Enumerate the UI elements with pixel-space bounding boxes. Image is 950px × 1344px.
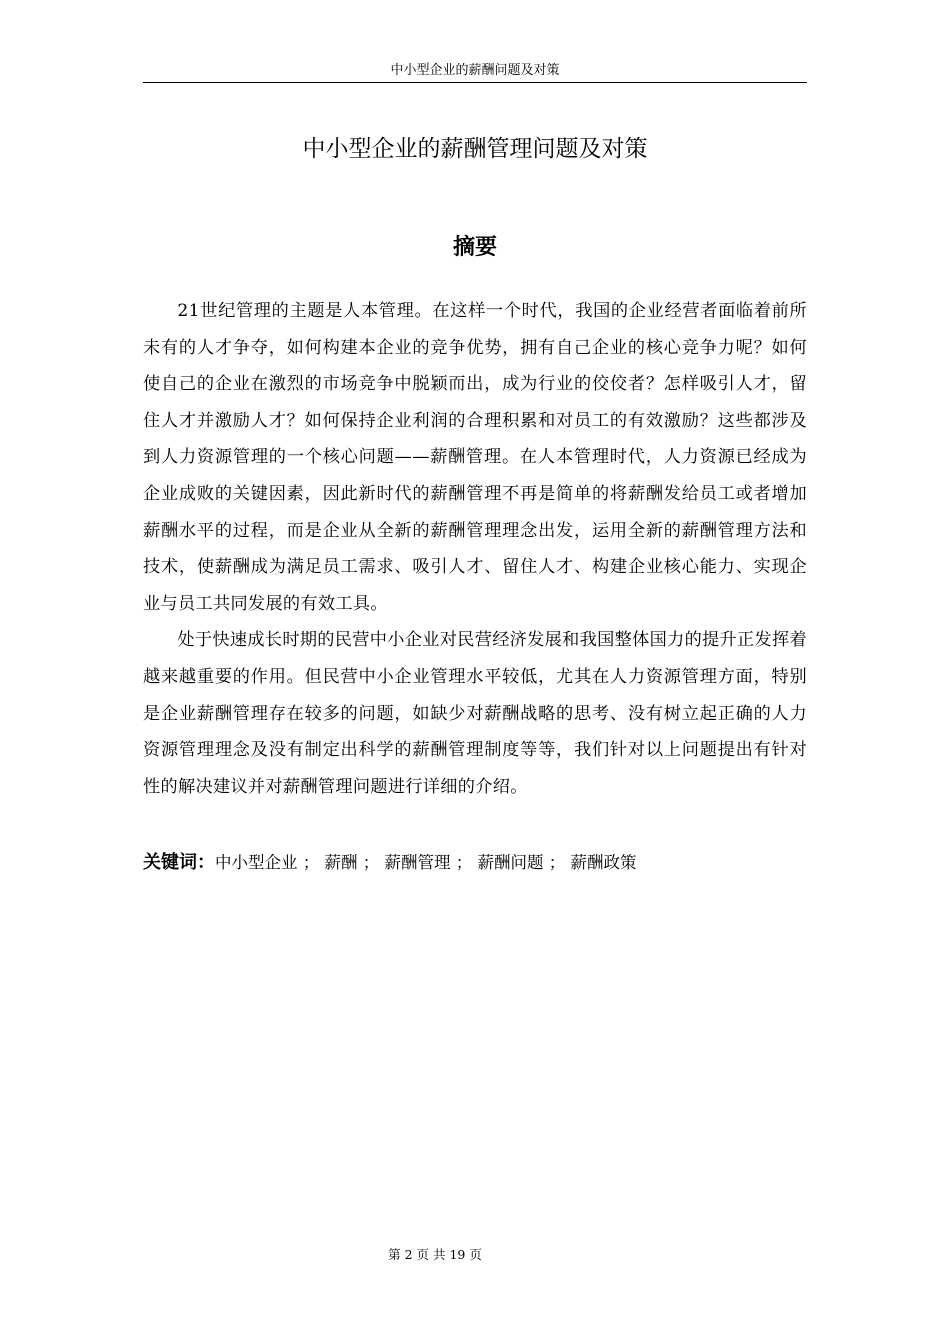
page-number-footer: 第 2 页 共 19 页: [388, 1247, 482, 1262]
document-title: 中小型企业的薪酬管理问题及对策: [302, 136, 648, 162]
keywords-label: 关键词：: [143, 852, 215, 873]
abstract-paragraph: 21世纪管理的主题是人本管理。在这样一个时代，我国的企业经营者面临着前所未有的人才争夺，如何构建本企业的竞争优势，拥有自己企业的核心竞争力呢？如何使自己的企业在激烈的市场竞争中脱颖而出，成为行业的佼佼者？怎样吸引人才，留住人才并激励人才？如何保持企业利润的合理积累和对员工的有效激励？这些都涉及到人力资源管理的一个核心问题——薪酬管理。在人本管理时代，人力资源已经成为企业成败的关键因素，因此新时代的薪酬管理不再是简单的将薪酬发给员工或者增加薪酬水平的过程，而是企业从全新的薪酬管理理念出发，运用全新的薪酬管理方法和技术，使薪酬成为满足员工需求、吸引人才、留住人才、构建企业核心能力、实现企业与员工共同发展的有效工具。: [143, 301, 807, 614]
running-header: 中小型企业的薪酬问题及对策: [390, 63, 560, 78]
keywords-line: [143, 845, 807, 881]
header-divider: [143, 82, 807, 83]
keywords-value: 中小型企业 ； 薪酬 ； 薪酬管理 ； 薪酬问题 ； 薪酬政策: [215, 853, 637, 872]
abstract-heading: 摘要: [452, 235, 497, 260]
abstract-paragraph: 处于快速成长时期的民营中小企业对民营经济发展和我国整体国力的提升正发挥着越来越重要的作用。但民营中小企业管理水平较低，尤其在人力资源管理方面，特别是企业薪酬管理存在较多的问题，如缺少对薪酬战略的思考、没有树立起正确的人力资源管理理念及没有制定出科学的薪酬管理制度等等，我们针对以上问题提出有针对性的解决建议并对薪酬管理问题进行详细的介绍。: [143, 630, 807, 797]
abstract-body: [143, 293, 807, 805]
